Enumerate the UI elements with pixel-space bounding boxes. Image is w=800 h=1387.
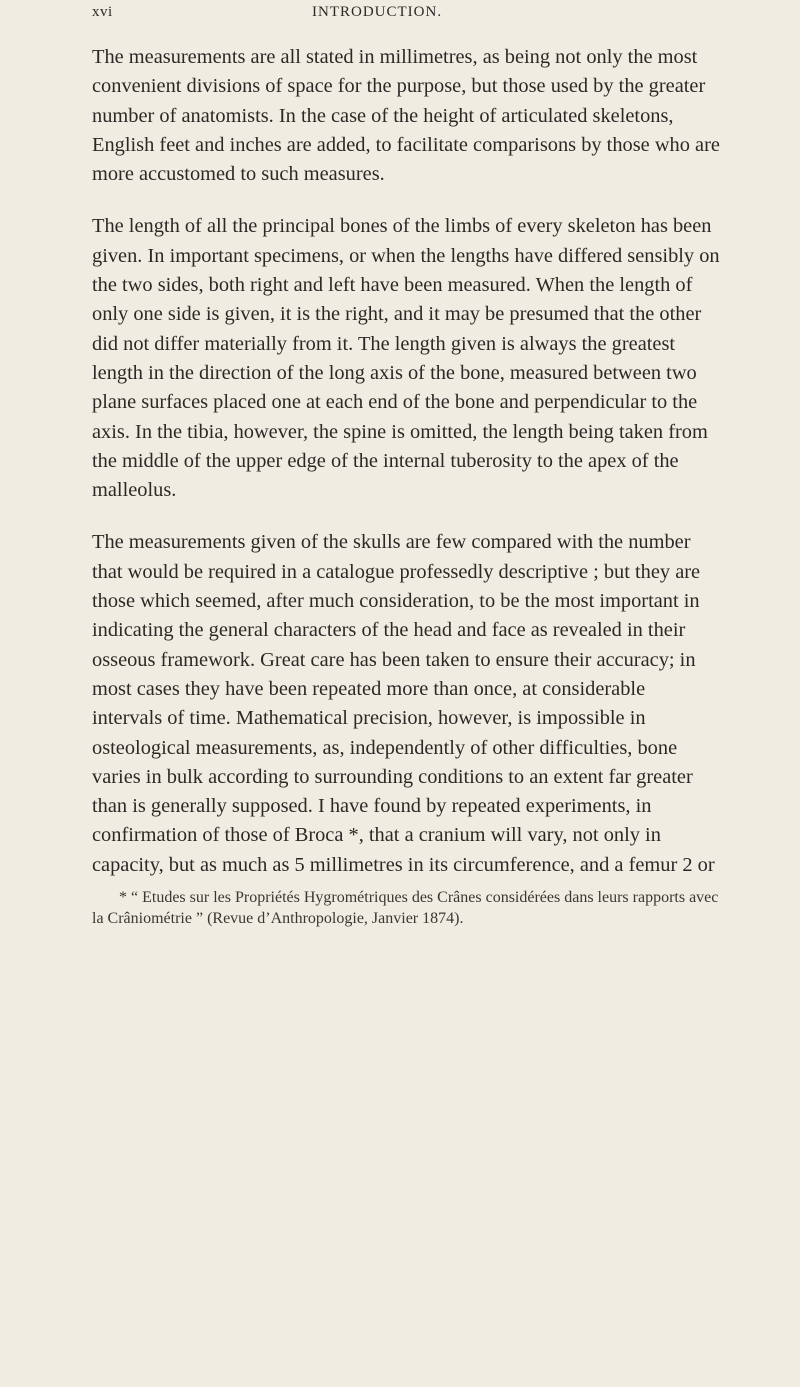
paragraph-measurements-units: The measurements are all stated in millimetres, as being not only the most convenient divisions of space for the purpose, but those used by the greater number of anatomists. In the case of the height of articulated skeletons, English feet and inches are added, to facilitate comparisons by those who are more accustomed to such measures. — [92, 46, 720, 186]
page-number: xvi — [92, 4, 113, 20]
running-head — [92, 4, 720, 28]
running-title: INTRODUCTION. — [312, 4, 443, 20]
footnote: * “ Etudes sur les Propriétés Hygrométriques des Crânes considérées dans leurs rapports avec la Crâniométrie ” (Revue d’Anthropologie, Janvier 1874). — [92, 889, 719, 927]
paragraph-skull-measurements: The measurements given of the skulls are few compared with the number that would be required in a catalogue professedly descriptive ; but they are those which seemed, after much consideration, to be the most important in indicating the general characters of the head and face as revealed in their osseous framework. Great care has been taken to ensure their accuracy; in most cases they have been repeated more than once, at considerable intervals of time. Mathematical precision, however, is impossible in osteological measurements, as, independently of other difficulties, bone varies in bulk according to surrounding conditions to an extent far greater than is generally supposed. I have found by repeated experiments, in confirmation of those of Broca *, that a cranium will vary, not only in capacity, but as much as 5 millimetres in its circumference, and a femur 2 or — [92, 531, 715, 876]
paragraph-bone-lengths: The length of all the principal bones of the limbs of every skeleton has been given. In important specimens, or when the lengths have differed sensibly on the two sides, both right and left have been measured. When the length of only one side is given, it is the right, and it may be presumed that the other did not differ materially from it. The length given is always the greatest length in the direction of the long axis of the bone, measured between two plane surfaces placed one at each end of the bone and perpendicular to the axis. In the tibia, however, the spine is omitted, the length being taken from the middle of the upper edge of the internal tuberosity to the apex of the malleolus. — [92, 215, 720, 502]
body-text — [92, 43, 720, 929]
